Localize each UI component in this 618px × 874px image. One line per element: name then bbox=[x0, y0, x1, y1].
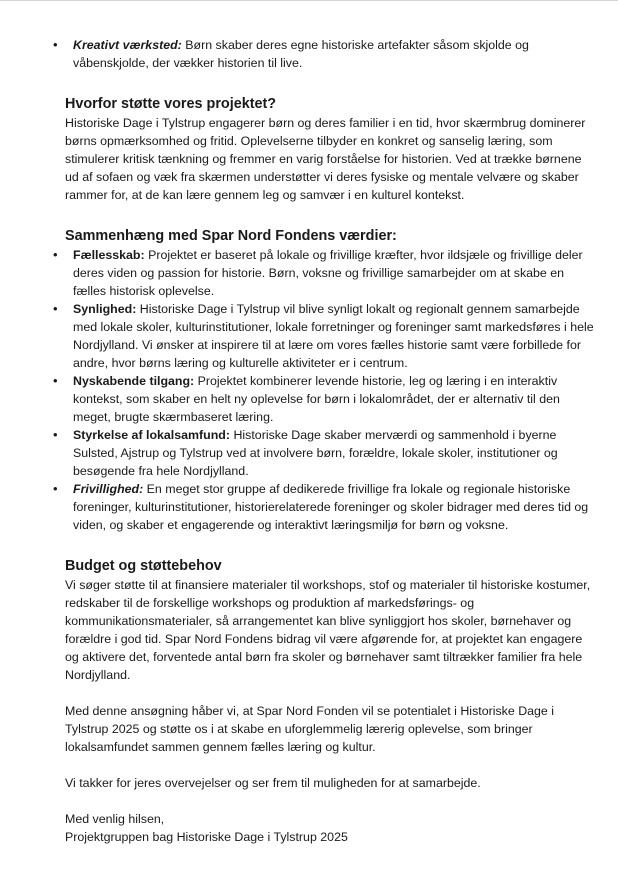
list-item bbox=[65, 372, 595, 426]
values-bullet-list bbox=[65, 246, 595, 534]
document-page bbox=[65, 36, 595, 846]
bullet-term: Kreativt værksted: bbox=[73, 38, 182, 52]
bullet-text: En meget stor gruppe af dedikerede frivillige fra lokale og regionale historiske foreninger, kulturinstitutioner, historierelaterede foreninger og skoler bidrager med deres tid og viden, og skaber et engagerende og interaktivt læringsmiljø for børn og voksne. bbox=[73, 482, 589, 532]
bullet-text: Historiske Dage skaber merværdi og sammenhold i byerne Sulsted, Ajstrup og Tylstrup ved at involvere børn, forældre, lokale skoler, institutioner og besøgende fra hele Nordjylland. bbox=[73, 428, 558, 478]
bullet-text: Børn skaber deres egne historiske artefakter såsom skjolde og våbenskjolde, der vækker historien til live. bbox=[73, 38, 529, 70]
page-top-border bbox=[0, 0, 618, 1]
salutation: Med venlig hilsen, bbox=[65, 812, 165, 826]
bullet-text: Projektet kombinerer levende historie, leg og læring i en interaktiv kontekst, som skaber en helt ny oplevelse for børn i lokalområdet, der er alternativ til den meget, brugte skærmbaseret læring. bbox=[73, 374, 560, 424]
bullet-term: Fællesskab: bbox=[73, 248, 145, 262]
section-heading-values: Sammenhæng med Spar Nord Fondens værdier: bbox=[65, 228, 397, 244]
list-item bbox=[65, 246, 595, 300]
section-heading-budget: Budget og støttebehov bbox=[65, 558, 222, 574]
intro-bullet-list bbox=[65, 36, 595, 72]
bullet-term: Frivillighed: bbox=[73, 482, 144, 496]
list-item bbox=[65, 480, 595, 534]
bullet-term: Styrkelse af lokalsamfund: bbox=[73, 428, 231, 442]
bullet-term: Synlighed: bbox=[73, 302, 137, 316]
list-item bbox=[65, 36, 595, 72]
list-item bbox=[65, 426, 595, 480]
signature: Projektgruppen bag Historiske Dage i Tylstrup 2025 bbox=[65, 830, 348, 844]
closing-paragraph: Med denne ansøgning håber vi, at Spar Nord Fonden vil se potentialet i Historiske Dage i Tylstrup 2025 og støtte os i at skabe en uforglemmelig lærerig oplevelse, som bringer lokalsamfundet sammen gennem fælles læring og kultur. bbox=[65, 704, 555, 754]
budget-paragraph: Vi søger støtte til at finansiere materialer til workshops, stof og materialer til historiske kostumer, redskaber til de forskellige workshops og produktion af markedsførings- og kommunikationsmaterialer, så arrangementet kan blive synliggjort hos skoler, børnehaver og forældre i god tid. Spar Nord Fondens bidrag vil være afgørende for, at projektet kan engagere og aktivere det, forventede antal børn fra skoler og børnehaver samt tiltrækker familier fra hele Nordjylland. bbox=[65, 578, 591, 682]
thanks-paragraph: Vi takker for jeres overvejelser og ser frem til muligheden for at samarbejde. bbox=[65, 776, 481, 790]
section-heading-why: Hvorfor støtte vores projektet? bbox=[65, 96, 277, 112]
bullet-text: Historiske Dage i Tylstrup vil blive synligt lokalt og regionalt gennem samarbejde med lokale skoler, kulturinstitutioner, lokale forretninger og foreninger samt markedsføres i hele Nordjylland. Vi ønsker at inspirere til at lære om vores fælles historie samt være forbillede for andre, hvor børns læring og kulturelle aktiviteter er i centrum. bbox=[73, 302, 594, 370]
why-paragraph: Historiske Dage i Tylstrup engagerer børn og deres familier i en tid, hvor skærmbrug dominerer børns opmærksomhed og fritid. Oplevelserne tilbyder en konkret og sanselig læring, som stimulerer kritisk tænkning og fremmer en varig forståelse for historien. Ved at trække børnene ud af sofaen og væk fra skærmen understøtter vi deres fysiske og mentale velvære og skaber rammer for, at de kan lære gennem leg og samvær i en kulturel kontekst. bbox=[65, 116, 586, 202]
bullet-term: Nyskabende tilgang: bbox=[73, 374, 195, 388]
list-item bbox=[65, 300, 595, 372]
bullet-text: Projektet er baseret på lokale og frivillige kræfter, hvor ildsjæle og frivillige deler deres viden og passion for historie. Børn, voksne og frivillige samarbejder om at skabe en fælles historisk oplevelse. bbox=[73, 248, 583, 298]
